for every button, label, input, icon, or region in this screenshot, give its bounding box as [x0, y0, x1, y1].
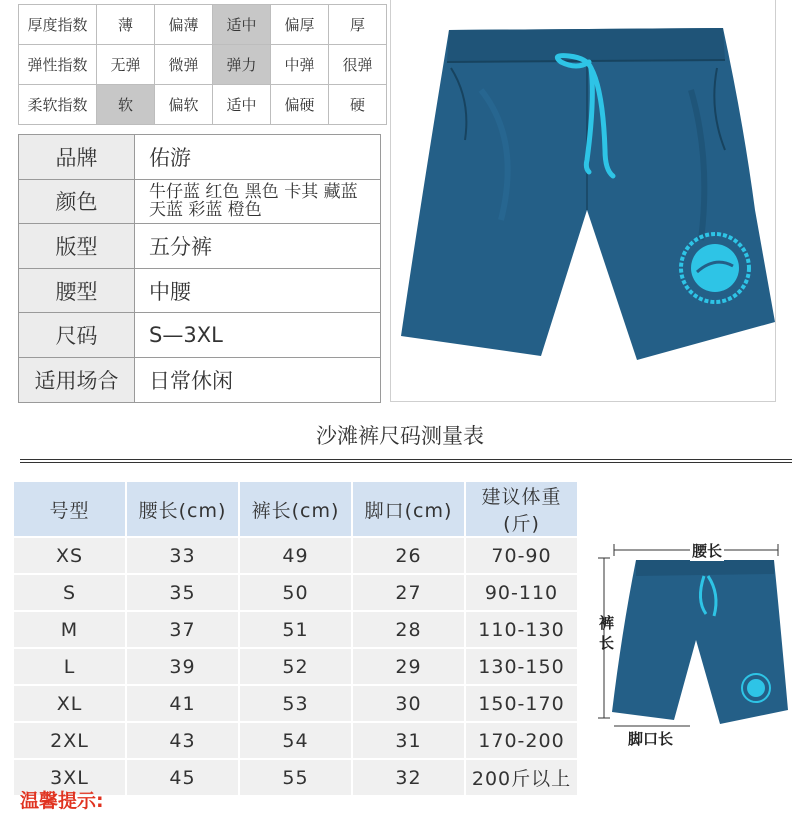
- attribute-row: [19, 5, 387, 45]
- spec-value: 中腰: [135, 268, 381, 313]
- size-cell: 110-130: [466, 612, 577, 647]
- attribute-option-selected: 弹力: [213, 45, 271, 85]
- size-cell: 26: [353, 538, 464, 573]
- size-cell: 49: [240, 538, 351, 573]
- column-header: 脚口(cm): [353, 482, 464, 536]
- spec-key: 适用场合: [19, 357, 135, 402]
- size-cell: 3XL: [14, 760, 125, 795]
- size-cell: 170-200: [466, 723, 577, 758]
- size-cell: 35: [127, 575, 238, 610]
- size-cell: 33: [127, 538, 238, 573]
- column-header: 腰长(cm): [127, 482, 238, 536]
- attribute-option: 偏硬: [271, 85, 329, 125]
- size-table: [12, 480, 579, 797]
- attribute-option: 厚: [329, 5, 387, 45]
- size-cell: 29: [353, 649, 464, 684]
- size-cell: 39: [127, 649, 238, 684]
- spec-value: 日常休闲: [135, 357, 381, 402]
- attribute-row: [19, 85, 387, 125]
- size-row: [14, 686, 577, 721]
- attribute-option: 微弹: [155, 45, 213, 85]
- spec-value: S—3XL: [135, 313, 381, 358]
- spec-row: [19, 179, 381, 224]
- spec-key: 尺码: [19, 313, 135, 358]
- spec-value: 五分裤: [135, 224, 381, 269]
- tip-heading: 温馨提示:: [20, 790, 104, 812]
- spec-row: [19, 313, 381, 358]
- size-cell: L: [14, 649, 125, 684]
- shorts-product-image: [391, 0, 777, 402]
- length-label-bottom: 长: [599, 634, 615, 652]
- size-cell: 45: [127, 760, 238, 795]
- attribute-option-selected: 软: [97, 85, 155, 125]
- size-table-header: [14, 482, 577, 536]
- size-cell: 28: [353, 612, 464, 647]
- column-header: 建议体重(斤): [466, 482, 577, 536]
- logo-badge-icon: [681, 234, 749, 302]
- length-label-top: 裤: [599, 614, 615, 632]
- attribute-option: 薄: [97, 5, 155, 45]
- size-cell: 50: [240, 575, 351, 610]
- attribute-option: 适中: [213, 85, 271, 125]
- hem-label: 脚口长: [628, 730, 674, 748]
- spec-key: 颜色: [19, 179, 135, 224]
- size-cell: 70-90: [466, 538, 577, 573]
- attribute-label: 柔软指数: [19, 85, 97, 125]
- spec-row: [19, 224, 381, 269]
- attribute-option: 偏厚: [271, 5, 329, 45]
- size-cell: 90-110: [466, 575, 577, 610]
- measure-title: 沙滩裤尺码测量表: [316, 424, 484, 448]
- attribute-option: 很弹: [329, 45, 387, 85]
- size-cell: M: [14, 612, 125, 647]
- size-cell: 43: [127, 723, 238, 758]
- spec-value: 牛仔蓝 红色 黑色 卡其 藏蓝 天蓝 彩蓝 橙色: [135, 179, 381, 224]
- diagram-shorts-image: [596, 530, 792, 750]
- size-cell: S: [14, 575, 125, 610]
- spec-key: 版型: [19, 224, 135, 269]
- attribute-label: 厚度指数: [19, 5, 97, 45]
- attribute-row: [19, 45, 387, 85]
- size-cell: 30: [353, 686, 464, 721]
- size-cell: XL: [14, 686, 125, 721]
- size-cell: 55: [240, 760, 351, 795]
- spec-value: 佑游: [135, 135, 381, 180]
- size-row: [14, 649, 577, 684]
- size-row: [14, 575, 577, 610]
- attribute-option-selected: 适中: [213, 5, 271, 45]
- spec-table: [18, 134, 381, 403]
- size-cell: 150-170: [466, 686, 577, 721]
- size-cell: 52: [240, 649, 351, 684]
- size-cell: 32: [353, 760, 464, 795]
- attribute-option: 中弹: [271, 45, 329, 85]
- size-cell: 51: [240, 612, 351, 647]
- size-cell: 53: [240, 686, 351, 721]
- size-cell: 41: [127, 686, 238, 721]
- size-row: [14, 723, 577, 758]
- column-header: 号型: [14, 482, 125, 536]
- size-cell: 31: [353, 723, 464, 758]
- spec-row: [19, 268, 381, 313]
- size-row: [14, 612, 577, 647]
- size-cell: 37: [127, 612, 238, 647]
- product-image-frame: [390, 0, 776, 402]
- divider: [20, 459, 792, 460]
- measurement-diagram: [596, 530, 792, 754]
- size-cell: XS: [14, 538, 125, 573]
- size-cell: 2XL: [14, 723, 125, 758]
- attribute-grid: [18, 4, 387, 125]
- attribute-option: 硬: [329, 85, 387, 125]
- spec-key: 腰型: [19, 268, 135, 313]
- attribute-label: 弹性指数: [19, 45, 97, 85]
- size-row: [14, 538, 577, 573]
- size-cell: 54: [240, 723, 351, 758]
- divider: [20, 462, 792, 463]
- size-cell: 200斤以上: [466, 760, 577, 795]
- waist-label: 腰长: [692, 542, 723, 560]
- column-header: 裤长(cm): [240, 482, 351, 536]
- attribute-option: 偏薄: [155, 5, 213, 45]
- attribute-option: 偏软: [155, 85, 213, 125]
- size-cell: 27: [353, 575, 464, 610]
- attribute-option: 无弹: [97, 45, 155, 85]
- spec-row: [19, 357, 381, 402]
- spec-row: [19, 135, 381, 180]
- spec-key: 品牌: [19, 135, 135, 180]
- size-cell: 130-150: [466, 649, 577, 684]
